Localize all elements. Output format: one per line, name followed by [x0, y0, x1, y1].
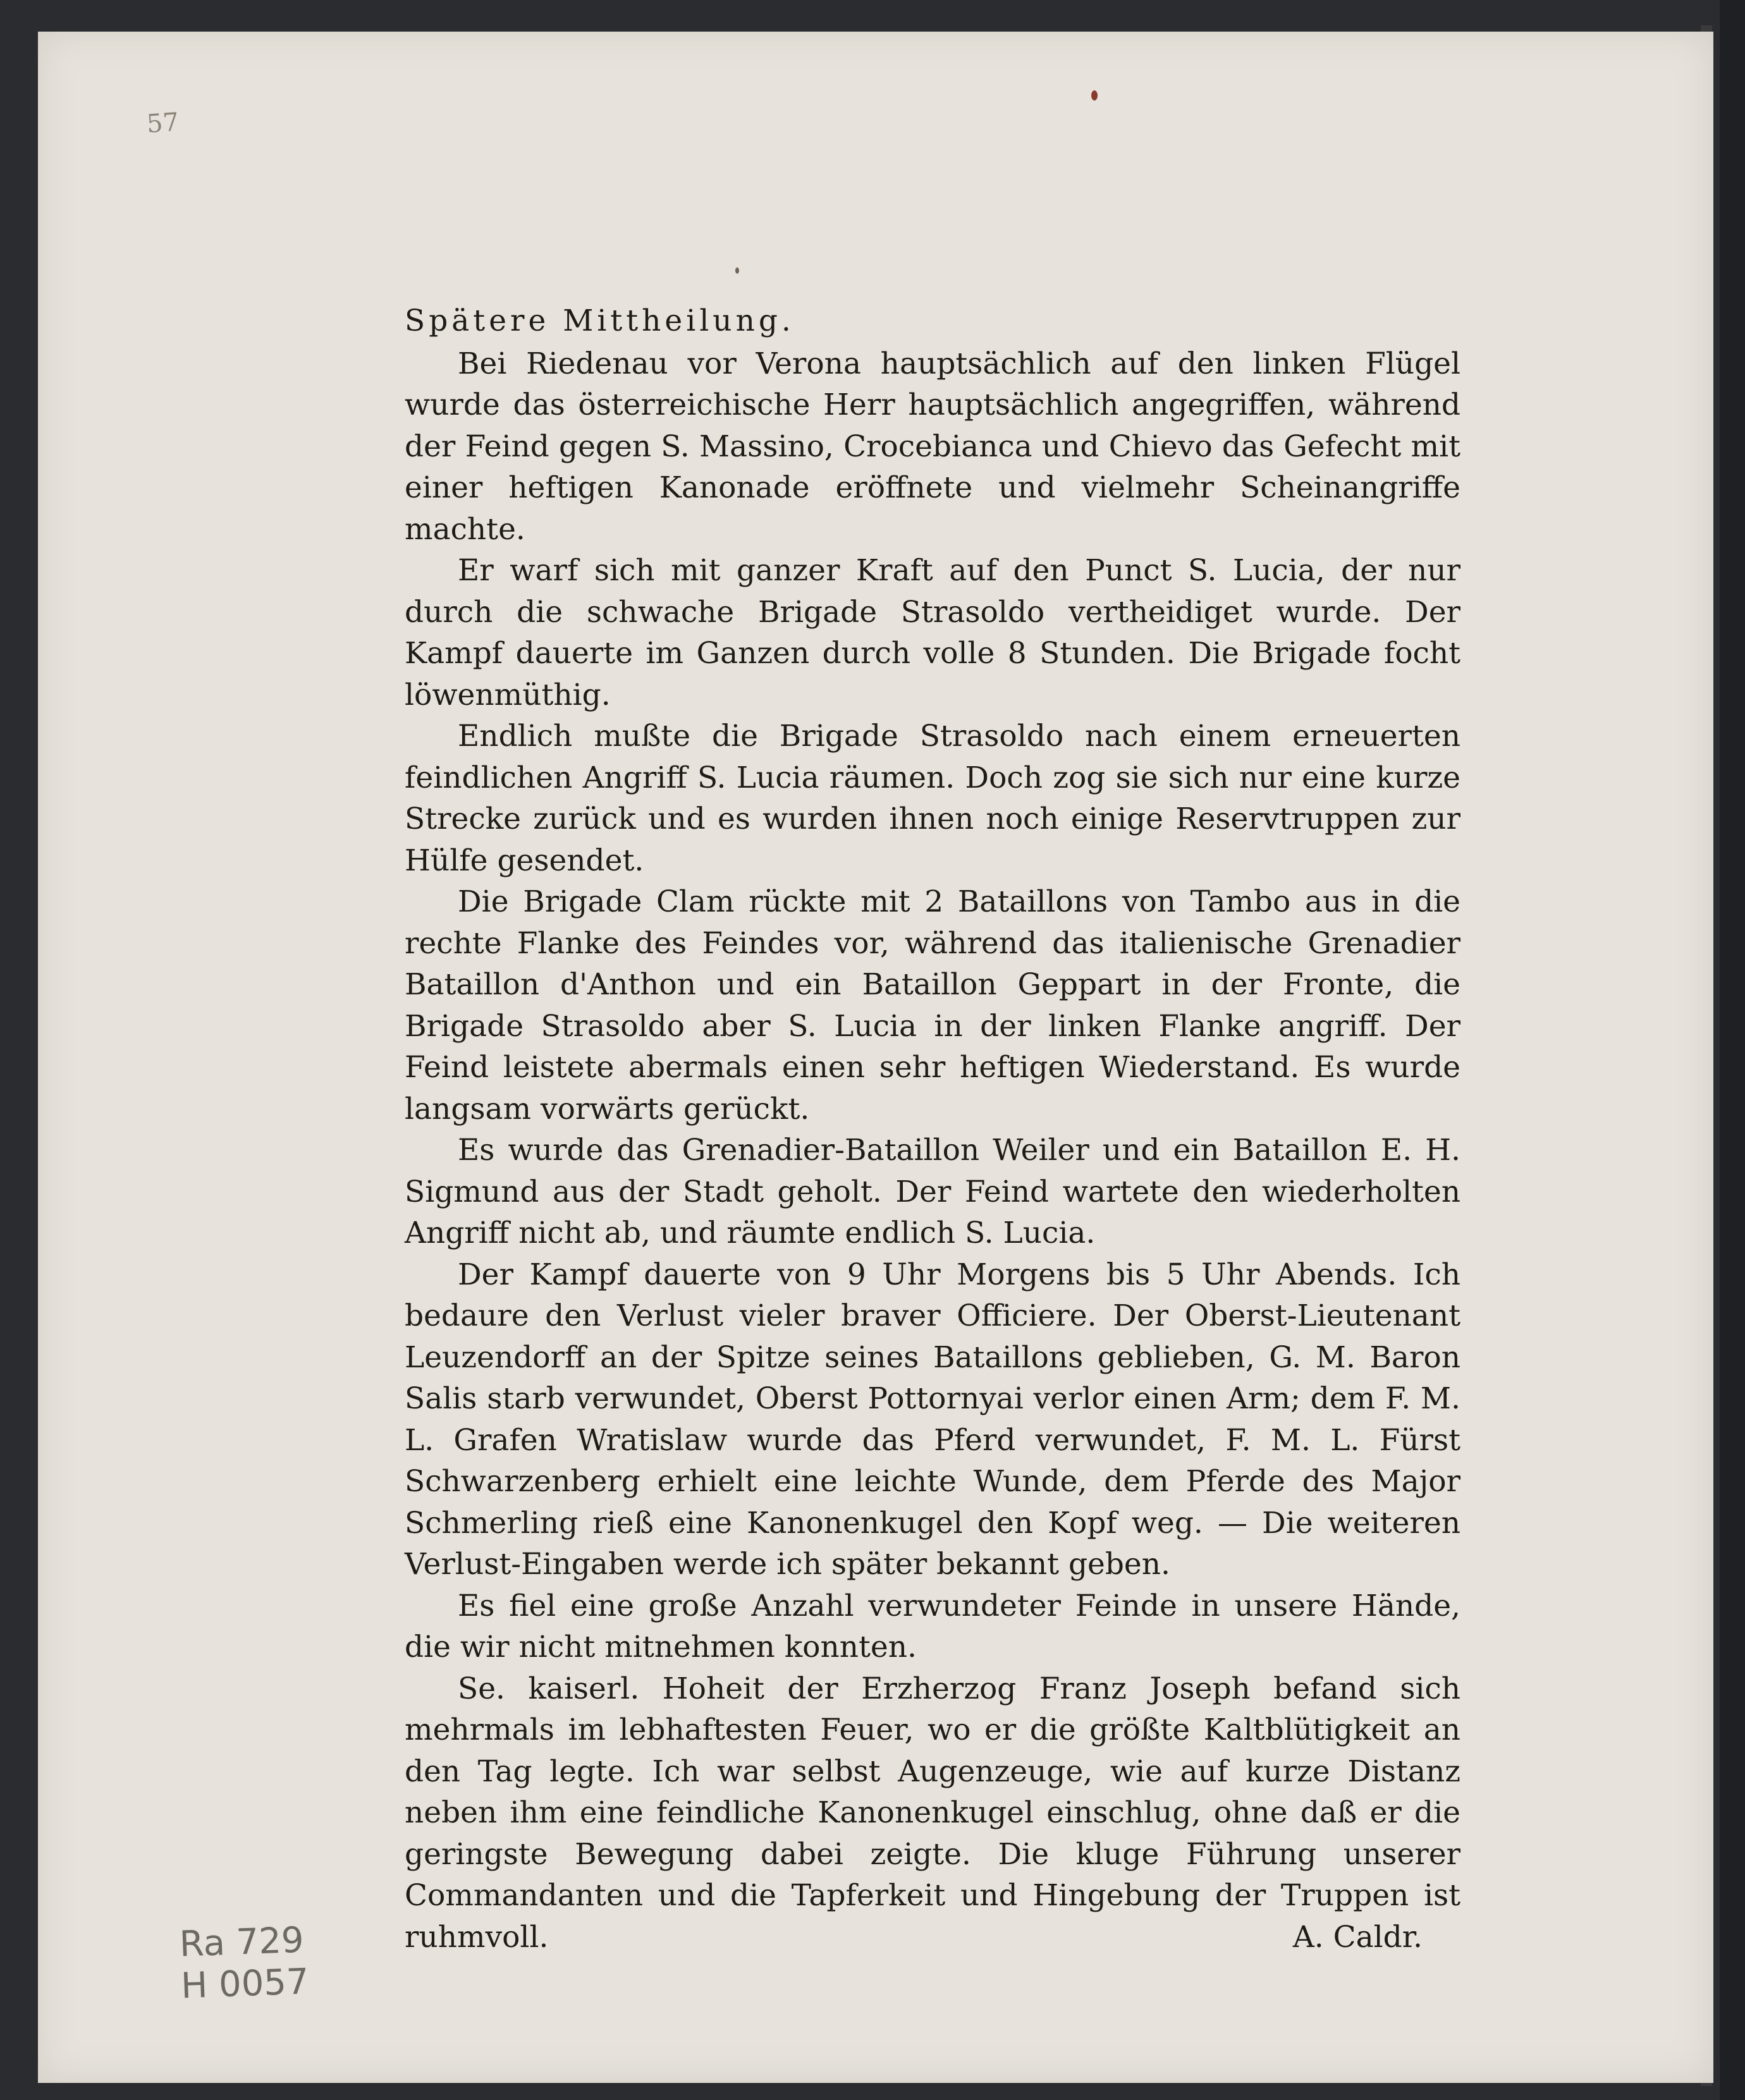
ink-speck — [735, 267, 739, 274]
paragraph-1: Bei Riedenau vor Verona hauptsächlich auf den linken Flügel wurde das österreichische Herr hauptsächlich angegriffen, während der Feind gegen S. Massino, Crocebianca und Chievo das Gefecht mit einer heftigen Kanonade eröffnete und vielmehr Scheinangriffe machte. — [405, 346, 1460, 547]
shelfmark-line-2: H 0057 — [180, 1961, 310, 2007]
paragraph-5: Es wurde das Grenadier-Bataillon Weiler und ein Bataillon E. H. Sigmund aus der Stadt geholt. Der Feind wartete den wiederholten Angriff nicht ab, und räumte endlich S. Lucia. — [405, 1133, 1460, 1250]
document-body — [405, 300, 1460, 1958]
paragraph-8: Se. kaiserl. Hoheit der Erzherzog Franz Joseph befand sich mehrmals im lebhaftesten Feuer, wo er die größte Kaltblütigkeit an den Tag legte. Ich war selbst Augenzeuge, wie auf kurze Distanz neben ihm eine feindliche Kanonenkugel einschlug, ohne daß er die geringste Bewegung dabei zeigte. Die kluge Führung unserer Commandanten und die Tapferkeit und Hingebung der Truppen ist ruhmvoll. — [405, 1671, 1460, 1955]
backdrop-edge — [1720, 0, 1745, 2100]
paragraph-2: Er warf sich mit ganzer Kraft auf den Punct S. Lucia, der nur durch die schwache Brigade Strasoldo vertheidiget wurde. Der Kampf dauerte im Ganzen durch volle 8 Stunden. Die Brigade focht löwenmüthig. — [405, 553, 1460, 712]
paragraph-4: Die Brigade Clam rückte mit 2 Bataillons von Tambo aus in die rechte Flanke des Feindes vor, während das italienische Grenadier Bataillon d'Anthon und ein Bataillon Geppart in der Fronte, die Brigade Strasoldo aber S. Lucia in der linken Flanke angriff. Der Feind leistete abermals einen sehr heftigen Wiederstand. Es wurde langsam vorwärts gerückt. — [405, 884, 1460, 1126]
paragraph-3: Endlich mußte die Brigade Strasoldo nach einem erneuerten feindlichen Angriff S. Lucia räumen. Doch zog sie sich nur eine kurze Strecke zurück und es wurden ihnen noch einige Reservtruppen zur Hülfe gesendet. — [405, 719, 1460, 878]
shelfmark-line-1: Ra 729 — [178, 1919, 305, 1965]
signature: A. Caldr. — [1292, 1919, 1423, 1955]
archive-shelfmark — [179, 1920, 310, 2008]
document-heading: Spätere Mittheilung. — [405, 303, 795, 338]
paragraph-6: Der Kampf dauerte von 9 Uhr Morgens bis 5 Uhr Abends. Ich bedaure den Verlust vieler braver Officiere. Der Oberst-Lieutenant Leuzendorff an der Spitze seines Bataillons geblieben, G. M. Baron Salis starb verwundet, Oberst Pottornyai verlor einen Arm; dem F. M. L. Grafen Wratislaw wurde das Pferd verwundet, F. M. L. Fürst Schwarzenberg erhielt eine leichte Wunde, dem Pferde des Major Schmerling rieß eine Kanonenkugel den Kopf weg. — Die weiteren Verlust-Eingaben werde ich später bekannt geben. — [405, 1257, 1460, 1582]
paragraph-7: Es fiel eine große Anzahl verwundeter Feinde in unsere Hände, die wir nicht mitnehmen konnten. — [405, 1588, 1460, 1664]
red-ink-dot — [1091, 90, 1098, 101]
folio-mark: 57 — [145, 107, 180, 139]
